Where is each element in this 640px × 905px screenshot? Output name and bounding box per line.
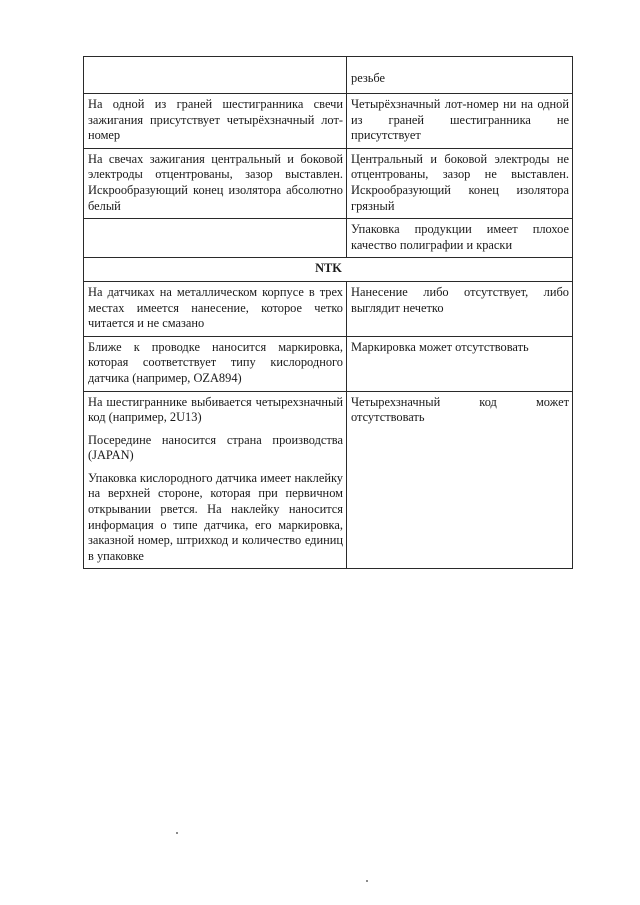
table-row xyxy=(84,336,573,391)
table-row xyxy=(84,219,573,258)
table-cell-right: Четырехзначный код может отсутствовать xyxy=(347,391,573,569)
table-cell-left: Ближе к проводке наносится маркировка, которая соответствует типу кислородного датчика (например, OZA894) xyxy=(84,336,347,391)
table-cell-left xyxy=(84,391,347,569)
table-cell-left: На датчиках на металлическом корпусе в трех местах имеется нанесение, которое четко читается и не смазано xyxy=(84,281,347,336)
comparison-table xyxy=(83,56,573,569)
table-cell-right: Четырёхзначный лот-номер ни на одной из граней шестигранника не присутствует xyxy=(347,94,573,149)
table-cell-right: Маркировка может отсутствовать xyxy=(347,336,573,391)
table-cell-left: На одной из граней шестигранника свечи зажигания присутствует четырёхзначный лот-номер xyxy=(84,94,347,149)
cell-paragraph: Упаковка кислородного датчика имеет наклейку на верхней стороне, которая при первичном открывании рвется. На наклейку наносится информация о типе датчика, его маркировка, заказной номер, штрихкод и количество единиц в упаковке xyxy=(88,470,343,563)
table-cell-right: Центральный и боковой электроды не отцентрованы, зазор не выставлен. Искрообразующий конец изолятора грязный xyxy=(347,148,573,218)
scan-speck xyxy=(176,832,178,834)
table-cell-right: резьбе xyxy=(347,57,573,94)
cell-paragraph: На шестиграннике выбивается четырехзначный код (например, 2U13) xyxy=(88,394,343,425)
table-cell-left xyxy=(84,219,347,258)
section-heading: NTK xyxy=(84,258,573,282)
table-cell-right: Упаковка продукции имеет плохое качество полиграфии и краски xyxy=(347,219,573,258)
table-row xyxy=(84,148,573,218)
table-row xyxy=(84,391,573,569)
scan-speck xyxy=(366,880,368,882)
table-row xyxy=(84,281,573,336)
table-row xyxy=(84,94,573,149)
table-cell-left: На свечах зажигания центральный и боковой электроды отцентрованы, зазор выставлен. Искрообразующий конец изолятора абсолютно белый xyxy=(84,148,347,218)
table-row xyxy=(84,57,573,94)
table-cell-left xyxy=(84,57,347,94)
table-cell-right: Нанесение либо отсутствует, либо выглядит нечетко xyxy=(347,281,573,336)
section-heading-row xyxy=(84,258,573,282)
cell-paragraph: Посередине наносится страна производства (JAPAN) xyxy=(88,432,343,463)
